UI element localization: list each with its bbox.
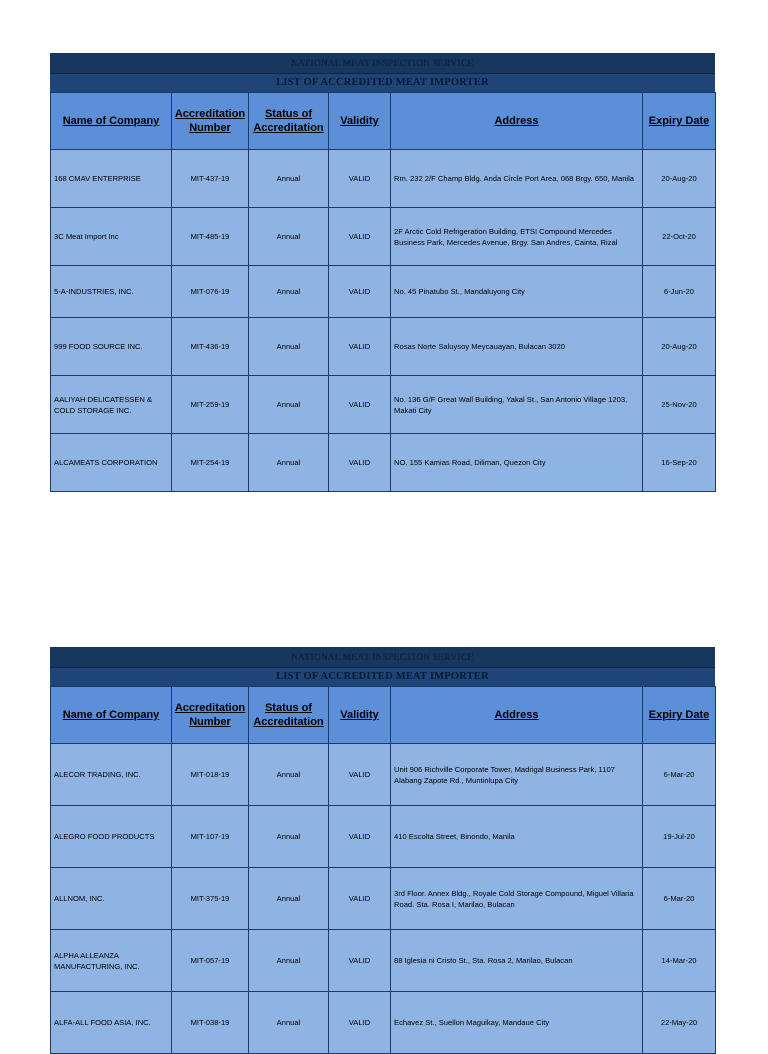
validity: VALID bbox=[329, 208, 391, 266]
col-header-validity: Validity bbox=[329, 93, 391, 150]
col-header-status: Status of Accreditation bbox=[249, 93, 329, 150]
accreditation-status: Annual bbox=[249, 744, 329, 806]
expiry-date: 22-May-20 bbox=[643, 992, 716, 1054]
accreditation-status: Annual bbox=[249, 806, 329, 868]
address: 410 Escolta Street, Binondo, Manila bbox=[391, 806, 643, 868]
list-title: LIST OF ACCREDITED MEAT IMPORTER bbox=[50, 667, 715, 686]
col-header-company: Name of Company bbox=[51, 687, 172, 744]
expiry-date: 6-Jun-20 bbox=[643, 266, 716, 318]
company-name: ALCAMEATS CORPORATION bbox=[51, 434, 172, 492]
col-header-accreditation-number: Accreditation Number bbox=[172, 93, 249, 150]
table-row bbox=[51, 208, 716, 266]
col-header-company: Name of Company bbox=[51, 93, 172, 150]
table-header-row bbox=[51, 687, 716, 744]
table-row bbox=[51, 266, 716, 318]
table-row bbox=[51, 806, 716, 868]
validity: VALID bbox=[329, 266, 391, 318]
accreditation-number: MIT-018-19 bbox=[172, 744, 249, 806]
company-name: AALIYAH DELICATESSEN & COLD STORAGE INC. bbox=[51, 376, 172, 434]
accreditation-status: Annual bbox=[249, 208, 329, 266]
address: Echavez St., Suellon Maguikay, Mandaue City bbox=[391, 992, 643, 1054]
importer-sheet-1 bbox=[50, 53, 715, 492]
col-header-validity: Validity bbox=[329, 687, 391, 744]
agency-title: NATIONAL MEAT INSPECTION SERVICE bbox=[50, 53, 715, 73]
col-header-expiry: Expiry Date bbox=[643, 687, 716, 744]
validity: VALID bbox=[329, 318, 391, 376]
validity: VALID bbox=[329, 930, 391, 992]
validity: VALID bbox=[329, 376, 391, 434]
table-row bbox=[51, 150, 716, 208]
validity: VALID bbox=[329, 868, 391, 930]
expiry-date: 25-Nov-20 bbox=[643, 376, 716, 434]
expiry-date: 6-Mar-20 bbox=[643, 868, 716, 930]
col-header-address: Address bbox=[391, 687, 643, 744]
company-name: ALEGRO FOOD PRODUCTS bbox=[51, 806, 172, 868]
accreditation-number: MIT-038-19 bbox=[172, 992, 249, 1054]
company-name: ALLNOM, INC. bbox=[51, 868, 172, 930]
accreditation-status: Annual bbox=[249, 318, 329, 376]
accreditation-number: MIT-254-19 bbox=[172, 434, 249, 492]
accreditation-status: Annual bbox=[249, 992, 329, 1054]
col-header-accreditation-number: Accreditation Number bbox=[172, 687, 249, 744]
accreditation-number: MIT-437-19 bbox=[172, 150, 249, 208]
accreditation-status: Annual bbox=[249, 868, 329, 930]
company-name: 168 CMAV ENTERPRISE bbox=[51, 150, 172, 208]
validity: VALID bbox=[329, 434, 391, 492]
expiry-date: 22-Oct-20 bbox=[643, 208, 716, 266]
validity: VALID bbox=[329, 992, 391, 1054]
col-header-expiry: Expiry Date bbox=[643, 93, 716, 150]
accreditation-number: MIT-107-19 bbox=[172, 806, 249, 868]
table-row bbox=[51, 744, 716, 806]
company-name: 999 FOOD SOURCE INC. bbox=[51, 318, 172, 376]
accreditation-number: MIT-076-19 bbox=[172, 266, 249, 318]
table-row bbox=[51, 992, 716, 1054]
accreditation-number: MIT-436-19 bbox=[172, 318, 249, 376]
address: 3rd Floor. Annex Bldg., Royale Cold Storage Compound, Miguel Villaria Road. Sta. Rosa I, Marilao, Bulacan bbox=[391, 868, 643, 930]
address: Rm. 232 2/F Champ Bldg. Anda Circle Port Area, 068 Brgy. 650, Manila bbox=[391, 150, 643, 208]
accreditation-status: Annual bbox=[249, 376, 329, 434]
table-row bbox=[51, 376, 716, 434]
accreditation-status: Annual bbox=[249, 150, 329, 208]
importer-sheet-2 bbox=[50, 647, 715, 1054]
address: 88 Iglesia ni Cristo St., Sta. Rosa 2, Marilao, Bulacan bbox=[391, 930, 643, 992]
col-header-address: Address bbox=[391, 93, 643, 150]
validity: VALID bbox=[329, 150, 391, 208]
list-title: LIST OF ACCREDITED MEAT IMPORTER bbox=[50, 73, 715, 92]
company-name: ALPHA ALLEANZA MANUFACTURING, INC. bbox=[51, 930, 172, 992]
agency-title: NATIONAL MEAT INSPECTION SERVICE bbox=[50, 647, 715, 667]
table-row bbox=[51, 434, 716, 492]
validity: VALID bbox=[329, 806, 391, 868]
address: 2F Arctic Cold Refrigeration Building, ETSI Compound Mercedes Business Park, Mercedes Avenue, Brgy. San Andres, Cainta, Rizal bbox=[391, 208, 643, 266]
table-header-row bbox=[51, 93, 716, 150]
accreditation-status: Annual bbox=[249, 266, 329, 318]
table-row bbox=[51, 930, 716, 992]
accreditation-status: Annual bbox=[249, 434, 329, 492]
table-row bbox=[51, 868, 716, 930]
expiry-date: 20-Aug-20 bbox=[643, 318, 716, 376]
address: No. 136 G/F Great Wall Building, Yakal St., San Antonio Village 1203, Makati City bbox=[391, 376, 643, 434]
accreditation-number: MIT-259-19 bbox=[172, 376, 249, 434]
accreditation-status: Annual bbox=[249, 930, 329, 992]
importer-table bbox=[50, 92, 716, 492]
accreditation-number: MIT-057-19 bbox=[172, 930, 249, 992]
company-name: 5-A-INDUSTRIES, INC. bbox=[51, 266, 172, 318]
company-name: 3C Meat Import Inc bbox=[51, 208, 172, 266]
validity: VALID bbox=[329, 744, 391, 806]
expiry-date: 19-Jul-20 bbox=[643, 806, 716, 868]
address: NO. 155 Kamias Road, Diliman, Quezon City bbox=[391, 434, 643, 492]
address: Rosas Norte Saluysoy Meycauayan, Bulacan 3020 bbox=[391, 318, 643, 376]
expiry-date: 6-Mar-20 bbox=[643, 744, 716, 806]
address: No. 45 Pinatubo St., Mandaluyong City bbox=[391, 266, 643, 318]
accreditation-number: MIT-485-19 bbox=[172, 208, 249, 266]
table-row bbox=[51, 318, 716, 376]
address: Unit 906 Richville Corporate Tower, Madrigal Business Park, 1107 Alabang Zapote Rd., Muntinlupa City bbox=[391, 744, 643, 806]
company-name: ALECOR TRADING, INC. bbox=[51, 744, 172, 806]
expiry-date: 16-Sep-20 bbox=[643, 434, 716, 492]
company-name: ALFA-ALL FOOD ASIA, INC. bbox=[51, 992, 172, 1054]
expiry-date: 20-Aug-20 bbox=[643, 150, 716, 208]
col-header-status: Status of Accreditation bbox=[249, 687, 329, 744]
expiry-date: 14-Mar-20 bbox=[643, 930, 716, 992]
accreditation-number: MIT-375-19 bbox=[172, 868, 249, 930]
importer-table bbox=[50, 686, 716, 1054]
